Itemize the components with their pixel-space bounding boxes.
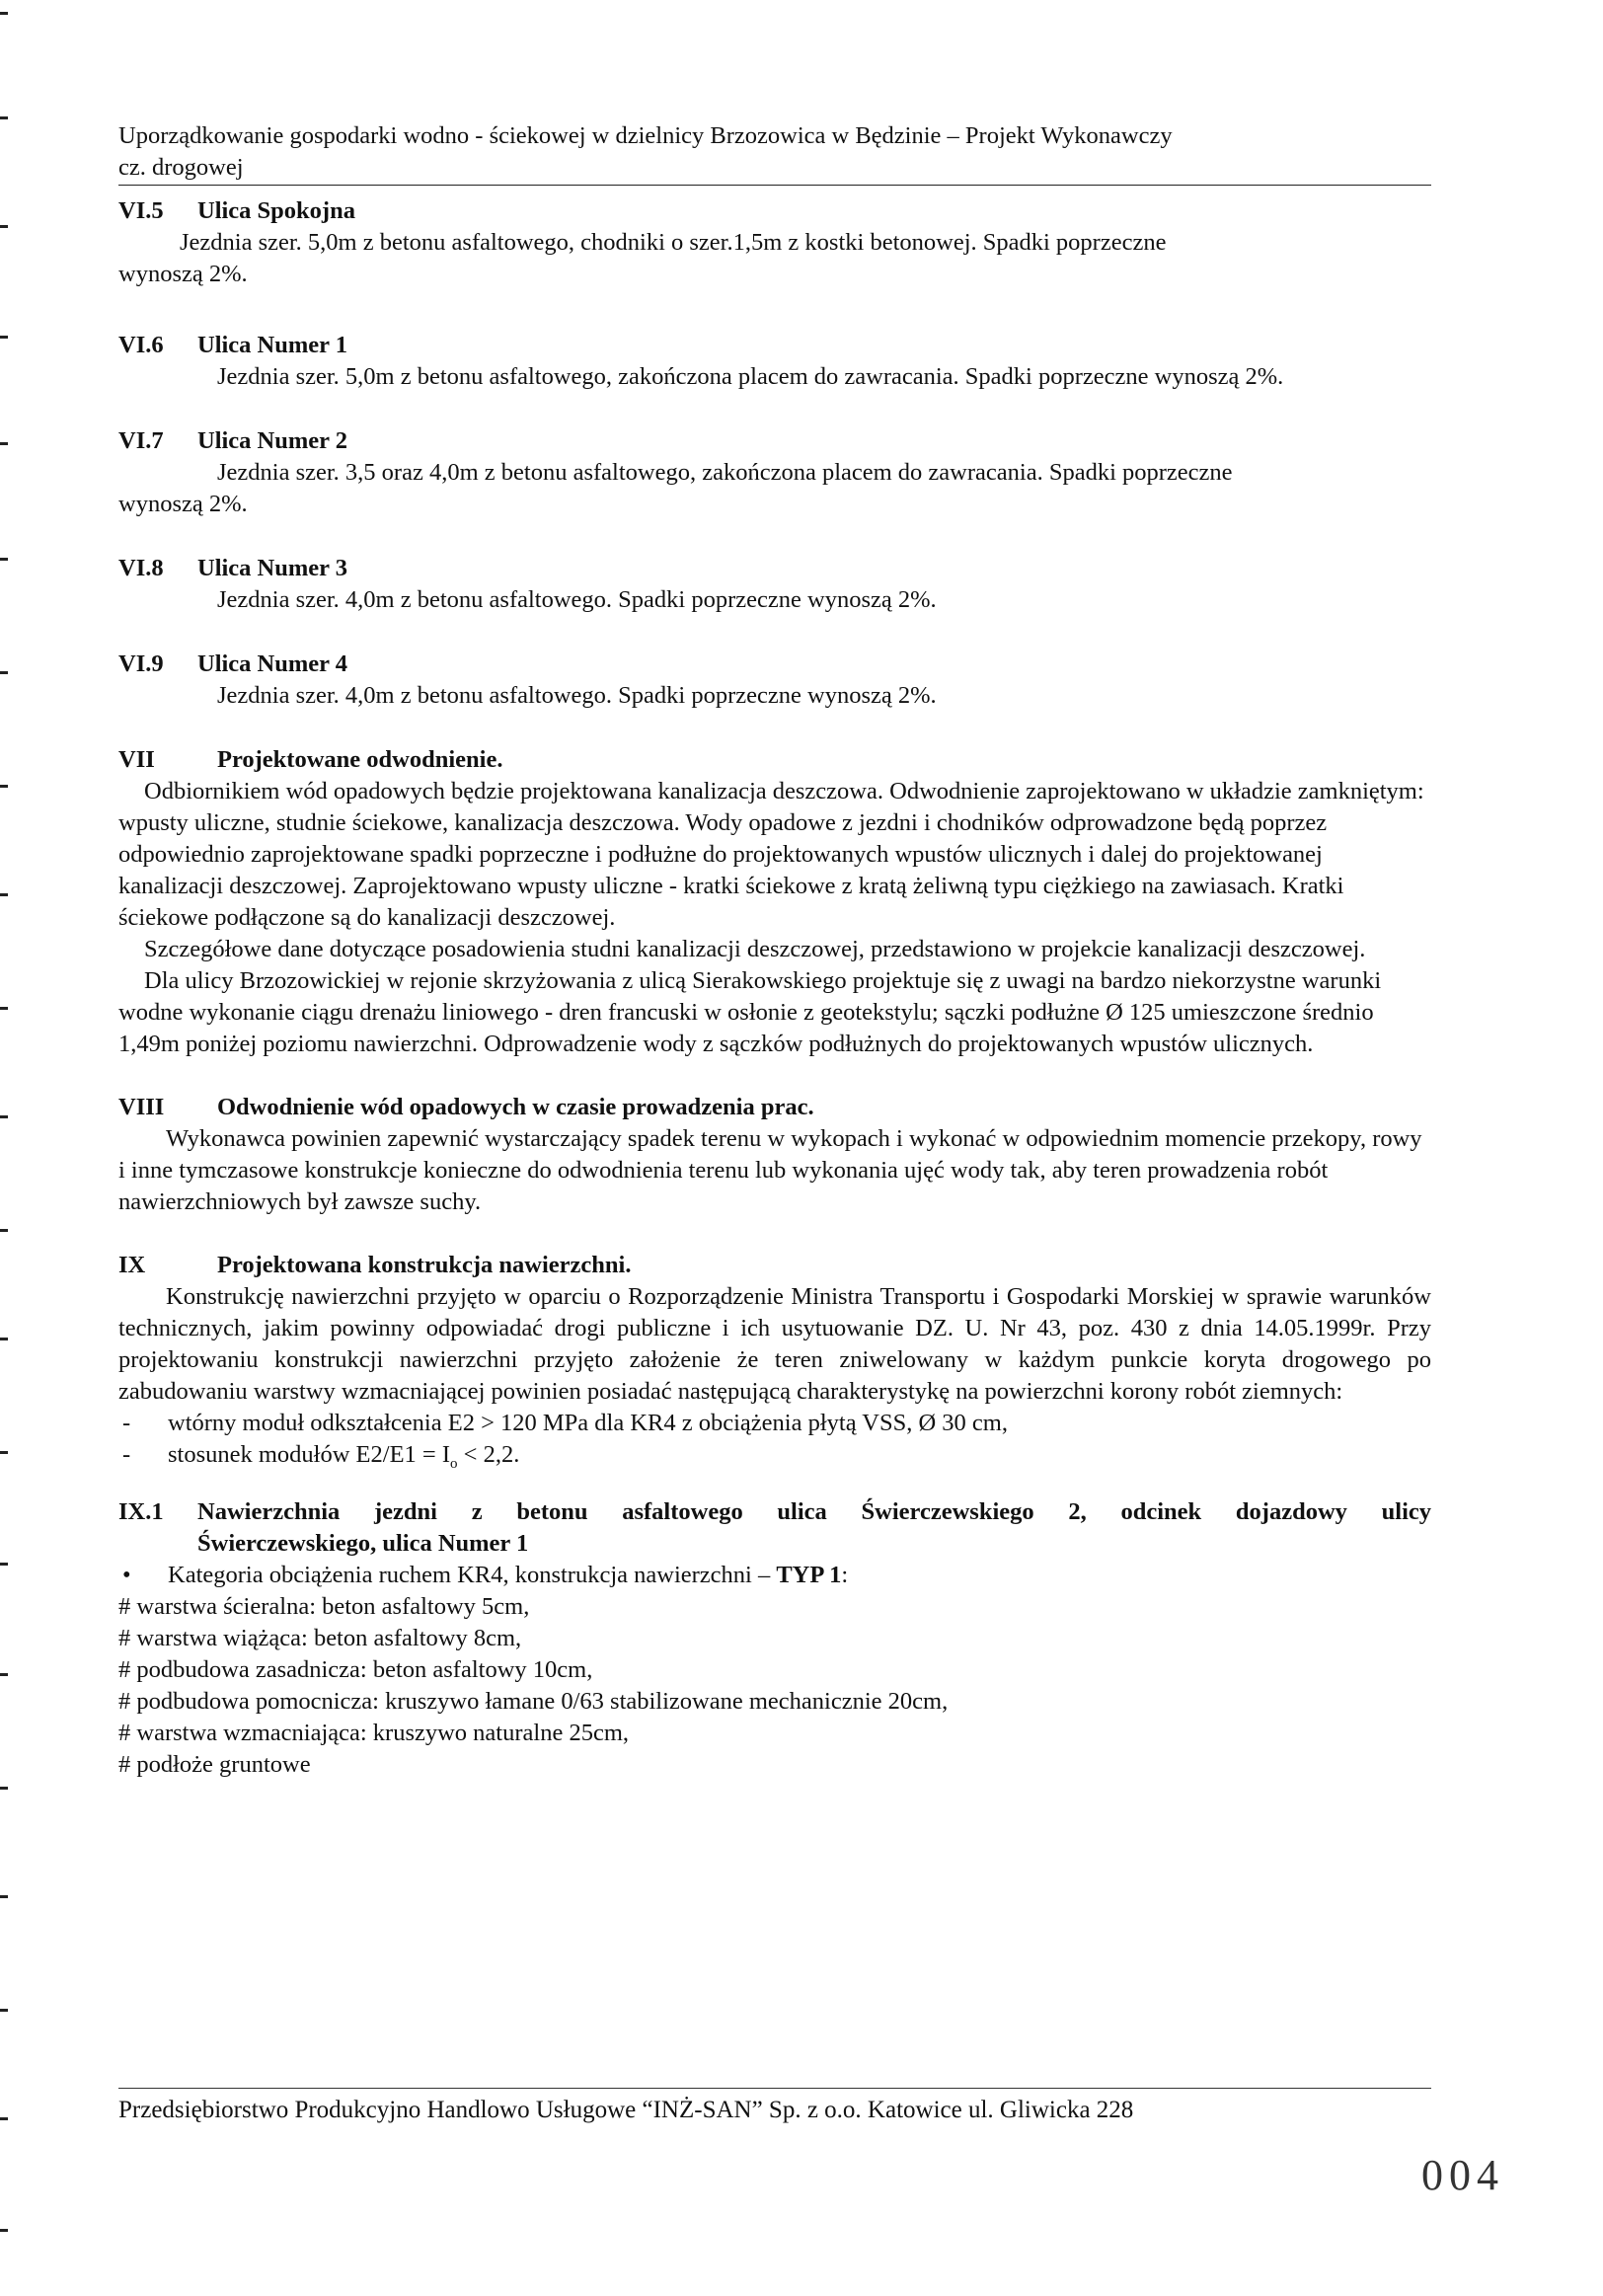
layer-item: # podbudowa zasadnicza: beton asfaltowy 10cm, xyxy=(118,1656,593,1683)
layer-item: # warstwa wzmacniająca: kruszywo naturalne 25cm, xyxy=(118,1720,630,1746)
section-number: VI.8 xyxy=(118,555,164,581)
section-number: IX.1 xyxy=(118,1498,164,1525)
margin-tick xyxy=(0,116,8,119)
margin-tick xyxy=(0,2009,8,2012)
layer-item: # podłoże gruntowe xyxy=(118,1751,311,1778)
margin-tick xyxy=(0,336,8,339)
section-heading xyxy=(118,1250,1431,1281)
margin-tick xyxy=(0,1895,8,1898)
list-item xyxy=(118,1439,1431,1471)
section-vii xyxy=(118,744,1431,1060)
section-number: VI.6 xyxy=(118,332,164,358)
margin-tick xyxy=(0,1007,8,1010)
margin-tick xyxy=(0,1115,8,1118)
margin-tick xyxy=(0,2229,8,2232)
margin-tick xyxy=(0,671,8,674)
paragraph-line: Jezdnia szer. 5,0m z betonu asfaltowego, chodniki o szer.1,5m z kostki betonowej. Spadki poprzeczne xyxy=(180,229,1167,256)
paragraph-line: Jezdnia szer. 4,0m z betonu asfaltowego. Spadki poprzeczne wynoszą 2%. xyxy=(217,586,937,613)
header-line-1: Uporządkowanie gospodarki wodno - ściekowej w dzielnicy Brzozowica w Będzinie – Projekt Wykonawczy xyxy=(118,122,1173,149)
margin-tick xyxy=(0,1229,8,1232)
dot-bullet: • xyxy=(122,1562,131,1588)
header-line-2: cz. drogowej xyxy=(118,154,244,181)
section-number: VI.7 xyxy=(118,427,164,454)
section-title: Ulica Spokojna xyxy=(197,197,355,224)
dash-bullet: - xyxy=(122,1410,131,1436)
subscript: o xyxy=(450,1455,458,1472)
section-heading xyxy=(118,1496,1431,1560)
paragraph: Wykonawca powinien zapewnić wystarczający spadek terenu w wykopach i wykonać w odpowiednim momencie przekopy, rowy i inne tymczasowe konstrukcje konieczne do odwodnienia terenu lub wykonania ujęć wody tak, aby teren prowadzenia robót nawierzchniowych był zawsze suchy. xyxy=(118,1125,1422,1215)
section-ix xyxy=(118,1250,1431,1471)
section-heading xyxy=(118,425,1431,457)
list-item xyxy=(118,1560,1431,1591)
list-item xyxy=(118,1408,1431,1439)
section-number: VII xyxy=(118,746,155,773)
section-number: VI.9 xyxy=(118,651,164,677)
margin-tick xyxy=(0,558,8,561)
header-rule xyxy=(118,185,1431,186)
section-vi9 xyxy=(118,649,1431,712)
margin-tick xyxy=(0,785,8,788)
section-title: Ulica Numer 1 xyxy=(197,332,347,358)
paragraph: Dla ulicy Brzozowickiej w rejonie skrzyżowania z ulicą Sierakowskiego projektuje się z uwagi na bardzo niekorzystne warunki wodne wykonanie ciągu drenażu liniowego - dren francuski w osłonie z geotekstylu; sączki podłużne Ø 125 umieszczone średnio 1,49m poniżej poziomu nawierzchni. Odprowadzenie wody z sączków podłużnych do projektowanych wpustów ulicznych. xyxy=(118,967,1382,1057)
paragraph: Szczegółowe dane dotyczące posadowienia studni kanalizacji deszczowej, przedstawiono w projekcie kanalizacji deszczowej. xyxy=(144,936,1366,962)
margin-tick xyxy=(0,442,8,445)
section-title: Projektowane odwodnienie. xyxy=(217,746,503,773)
section-vi5 xyxy=(118,195,1431,290)
section-heading xyxy=(118,553,1431,584)
section-title: Ulica Numer 4 xyxy=(197,651,347,677)
list-item-text: stosunek modułów $E2/E1 = I_o < 2,2$. xyxy=(168,1441,520,1472)
margin-tick xyxy=(0,1563,8,1566)
section-number: VIII xyxy=(118,1094,165,1120)
paragraph-line: Jezdnia szer. 3,5 oraz 4,0m z betonu asfaltowego, zakończona placem do zawracania. Spadki poprzeczne xyxy=(217,459,1233,486)
section-title-line: Nawierzchnia jezdni z betonu asfaltowego ulica Świerczewskiego 2, odcinek dojazdowy ulicy xyxy=(197,1498,1431,1525)
paragraph: Odbiornikiem wód opadowych będzie projektowana kanalizacja deszczowa. Odwodnienie zaprojektowano w układzie zamkniętym: wpusty uliczne, studnie ściekowe, kanalizacja deszczowa. Wody opadowe z jezdni i chodników odprowadzone będą poprzez odpowiednio zaprojektowane spadki poprzeczne i podłużne do projektowanych wpustów ulicznych i dalej do projektowanej kanalizacji deszczowej. Zaprojektowano wpusty uliczne - kratki ściekowe z kratą żeliwną typu ciężkiego na zawiasach. Kratki ściekowe podłączone są do kanalizacji deszczowej. xyxy=(118,778,1424,931)
section-viii xyxy=(118,1092,1431,1218)
section-title-line: Świerczewskiego, ulica Numer 1 xyxy=(197,1530,529,1557)
layer-item: # warstwa ścieralna: beton asfaltowy 5cm, xyxy=(118,1593,530,1620)
section-heading xyxy=(118,330,1431,361)
footer-rule xyxy=(118,2088,1431,2089)
section-number: VI.5 xyxy=(118,197,164,224)
margin-tick xyxy=(0,1673,8,1676)
section-title: Ulica Numer 2 xyxy=(197,427,347,454)
section-vi7 xyxy=(118,425,1431,520)
running-header xyxy=(118,120,1431,184)
section-title: Projektowana konstrukcja nawierzchni. xyxy=(217,1252,632,1278)
margin-tick xyxy=(0,1451,8,1454)
margin-tick xyxy=(0,1338,8,1340)
paragraph-line: Jezdnia szer. 4,0m z betonu asfaltowego. Spadki poprzeczne wynoszą 2%. xyxy=(217,682,937,709)
section-heading xyxy=(118,744,1431,776)
margin-tick xyxy=(0,893,8,896)
section-heading xyxy=(118,649,1431,680)
page-number: 004 xyxy=(1421,2151,1504,2199)
layer-item: # warstwa wiążąca: beton asfaltowy 8cm, xyxy=(118,1625,522,1651)
margin-tick xyxy=(0,12,8,15)
section-ix1 xyxy=(118,1496,1431,1781)
section-heading xyxy=(118,1092,1431,1123)
paragraph: Konstrukcję nawierzchni przyjęto w oparciu o Rozporządzenie Ministra Transportu i Gospodarki Morskiej w sprawie warunków technicznych, jakim powinny odpowiadać drogi publiczne i ich usytuowanie DZ. U. Nr 43, poz. 430 z dnia 14.05.1999r. Przy projektowaniu konstrukcji nawierzchni przyjęto założenie że teren zniwelowany w każdym punkcie koryta drogowego po zabudowaniu warstwy wzmacniającej powinien posiadać następującą charakterystykę na powierzchni korony robót ziemnych: xyxy=(118,1283,1431,1405)
section-title: Odwodnienie wód opadowych w czasie prowadzenia prac. xyxy=(217,1094,814,1120)
dash-bullet: - xyxy=(122,1441,131,1468)
layer-item: # podbudowa pomocnicza: kruszywo łamane 0/63 stabilizowane mechanicznie 20cm, xyxy=(118,1688,949,1715)
paragraph-line: Jezdnia szer. 5,0m z betonu asfaltowego, zakończona placem do zawracania. Spadki poprzeczne wynoszą 2%. xyxy=(217,363,1284,390)
section-title: Ulica Numer 3 xyxy=(197,555,347,581)
section-number: IX xyxy=(118,1252,146,1278)
margin-tick xyxy=(0,1787,8,1790)
section-heading xyxy=(118,195,1431,227)
margin-tick xyxy=(0,225,8,228)
paragraph-line: wynoszą 2%. xyxy=(118,491,248,517)
document-body xyxy=(118,195,1431,1781)
list-item-text: wtórny moduł odkształcenia E2 > 120 MPa dla KR4 z obciążenia płytą VSS, Ø 30 cm, xyxy=(168,1410,1008,1436)
section-vi6 xyxy=(118,330,1431,393)
page-footer: Przedsiębiorstwo Produkcyjno Handlowo Usługowe “INŻ-SAN” Sp. z o.o. Katowice ul. Gliwicka 228 xyxy=(118,2097,1134,2123)
paragraph-line: wynoszą 2%. xyxy=(118,261,248,287)
section-vi8 xyxy=(118,553,1431,616)
list-item-text: Kategoria obciążenia ruchem KR4, konstrukcja nawierzchni – TYP 1: xyxy=(168,1562,849,1588)
margin-tick xyxy=(0,2117,8,2120)
